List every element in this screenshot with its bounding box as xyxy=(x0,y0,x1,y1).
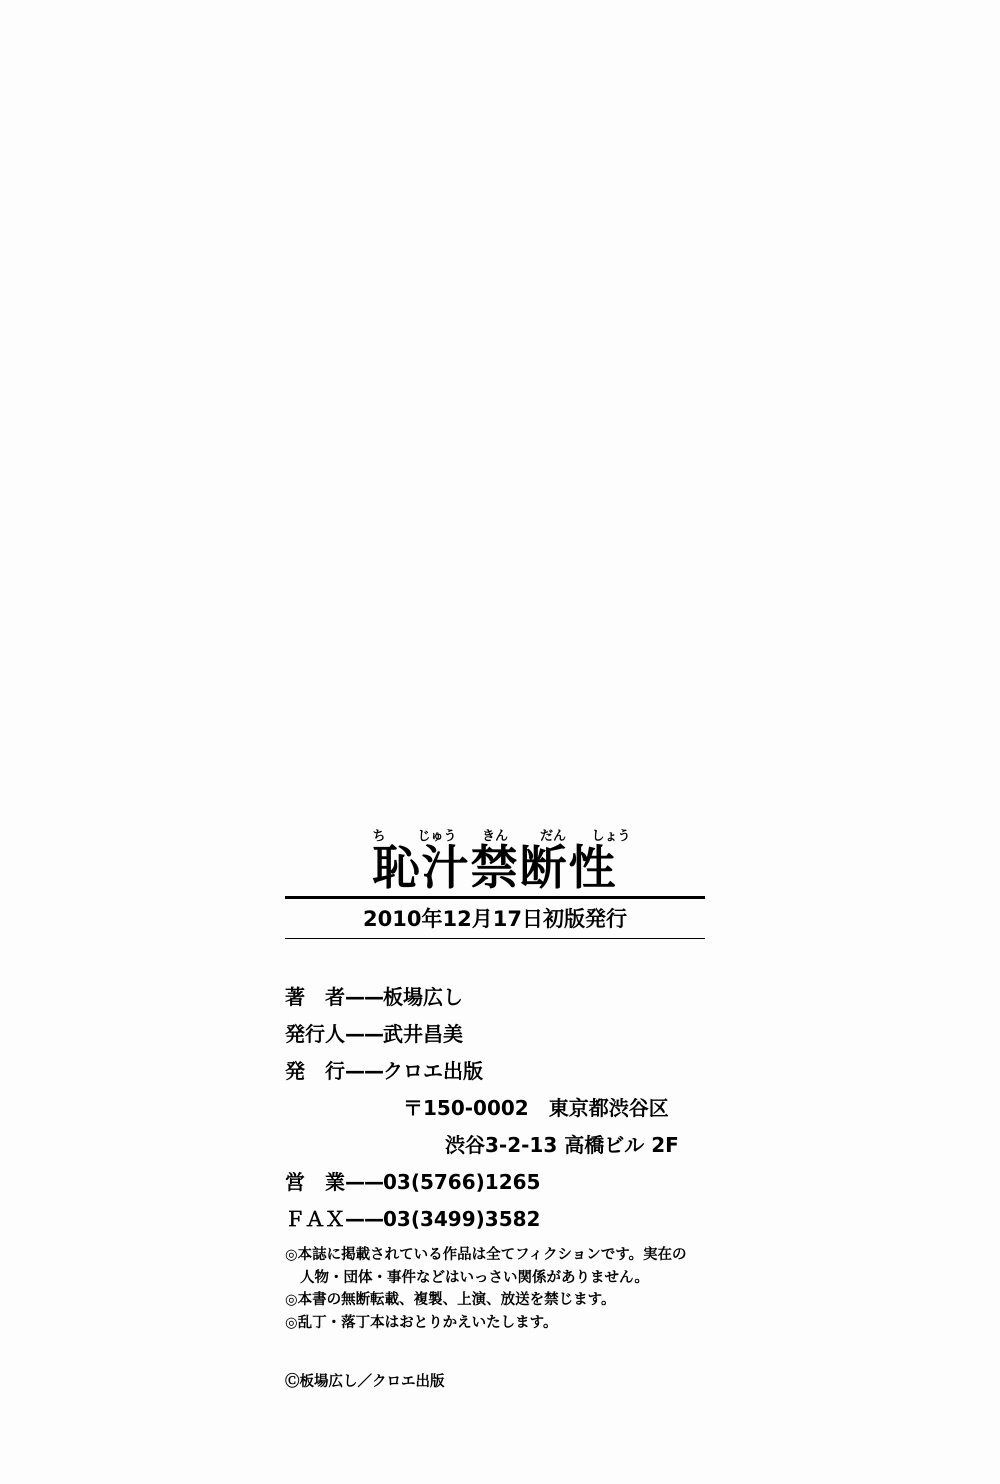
ruby-char-1: ち xyxy=(372,829,386,844)
credit-row-publisher xyxy=(285,1053,705,1090)
credit-row-publisher-person xyxy=(285,1016,705,1053)
address-line-2: 渋谷3-2-13 高橋ビル 2F xyxy=(445,1133,679,1158)
legal-note-3: ◎本書の無断転載、複製、上演、放送を禁じます。 xyxy=(285,1292,616,1309)
credit-label-publisher-person: 発行人 xyxy=(285,1022,345,1047)
credits-list xyxy=(285,979,705,1238)
legal-note-1: ◎本誌に掲載されている作品は全てフィクションです。実在の xyxy=(285,1247,687,1264)
contact-label-fax: ＦＡＸ xyxy=(285,1207,345,1232)
contact-row-sales xyxy=(285,1164,705,1201)
credit-label-author: 著 者 xyxy=(285,985,345,1010)
contact-dash-fax: —— xyxy=(345,1207,383,1232)
divider-thin-bottom xyxy=(285,938,705,939)
colophon-block xyxy=(285,830,705,1391)
contact-value-fax: 03(3499)3582 xyxy=(383,1207,541,1232)
ruby-char-3: きん xyxy=(481,829,508,844)
credit-row-author xyxy=(285,979,705,1016)
credit-dash-publisher: —— xyxy=(345,1059,383,1084)
copyright-line: Ⓒ板場広し／クロエ出版 xyxy=(285,1374,445,1391)
credit-value-publisher-person: 武井昌美 xyxy=(383,1022,463,1047)
publication-date: 2010年12月17日初版発行 xyxy=(363,907,627,932)
contact-row-fax xyxy=(285,1201,705,1238)
ruby-char-5: しょう xyxy=(591,829,631,844)
title-block xyxy=(285,829,705,896)
legal-note-4: ◎乱丁・落丁本はおとりかえいたします。 xyxy=(285,1314,558,1331)
book-title: 恥汁禁断性 xyxy=(372,841,618,896)
credit-dash-author: —— xyxy=(345,985,383,1010)
ruby-char-4: だん xyxy=(539,829,566,844)
contact-value-sales: 03(5766)1265 xyxy=(383,1170,541,1195)
legal-notes xyxy=(285,1244,705,1334)
contact-label-sales: 営 業 xyxy=(285,1170,345,1195)
ruby-char-2: じゅう xyxy=(417,829,457,844)
credit-value-publisher: クロエ出版 xyxy=(383,1059,483,1084)
credit-label-publisher: 発 行 xyxy=(285,1059,345,1084)
contact-dash-sales: —— xyxy=(345,1170,383,1195)
credit-value-author: 板場広し xyxy=(383,985,463,1010)
legal-note-2: 人物・団体・事件などはいっさい関係がありません。 xyxy=(300,1269,649,1286)
credit-dash-publisher-person: —— xyxy=(345,1022,383,1047)
address-line-1: 〒150-0002 東京都渋谷区 xyxy=(403,1096,669,1121)
